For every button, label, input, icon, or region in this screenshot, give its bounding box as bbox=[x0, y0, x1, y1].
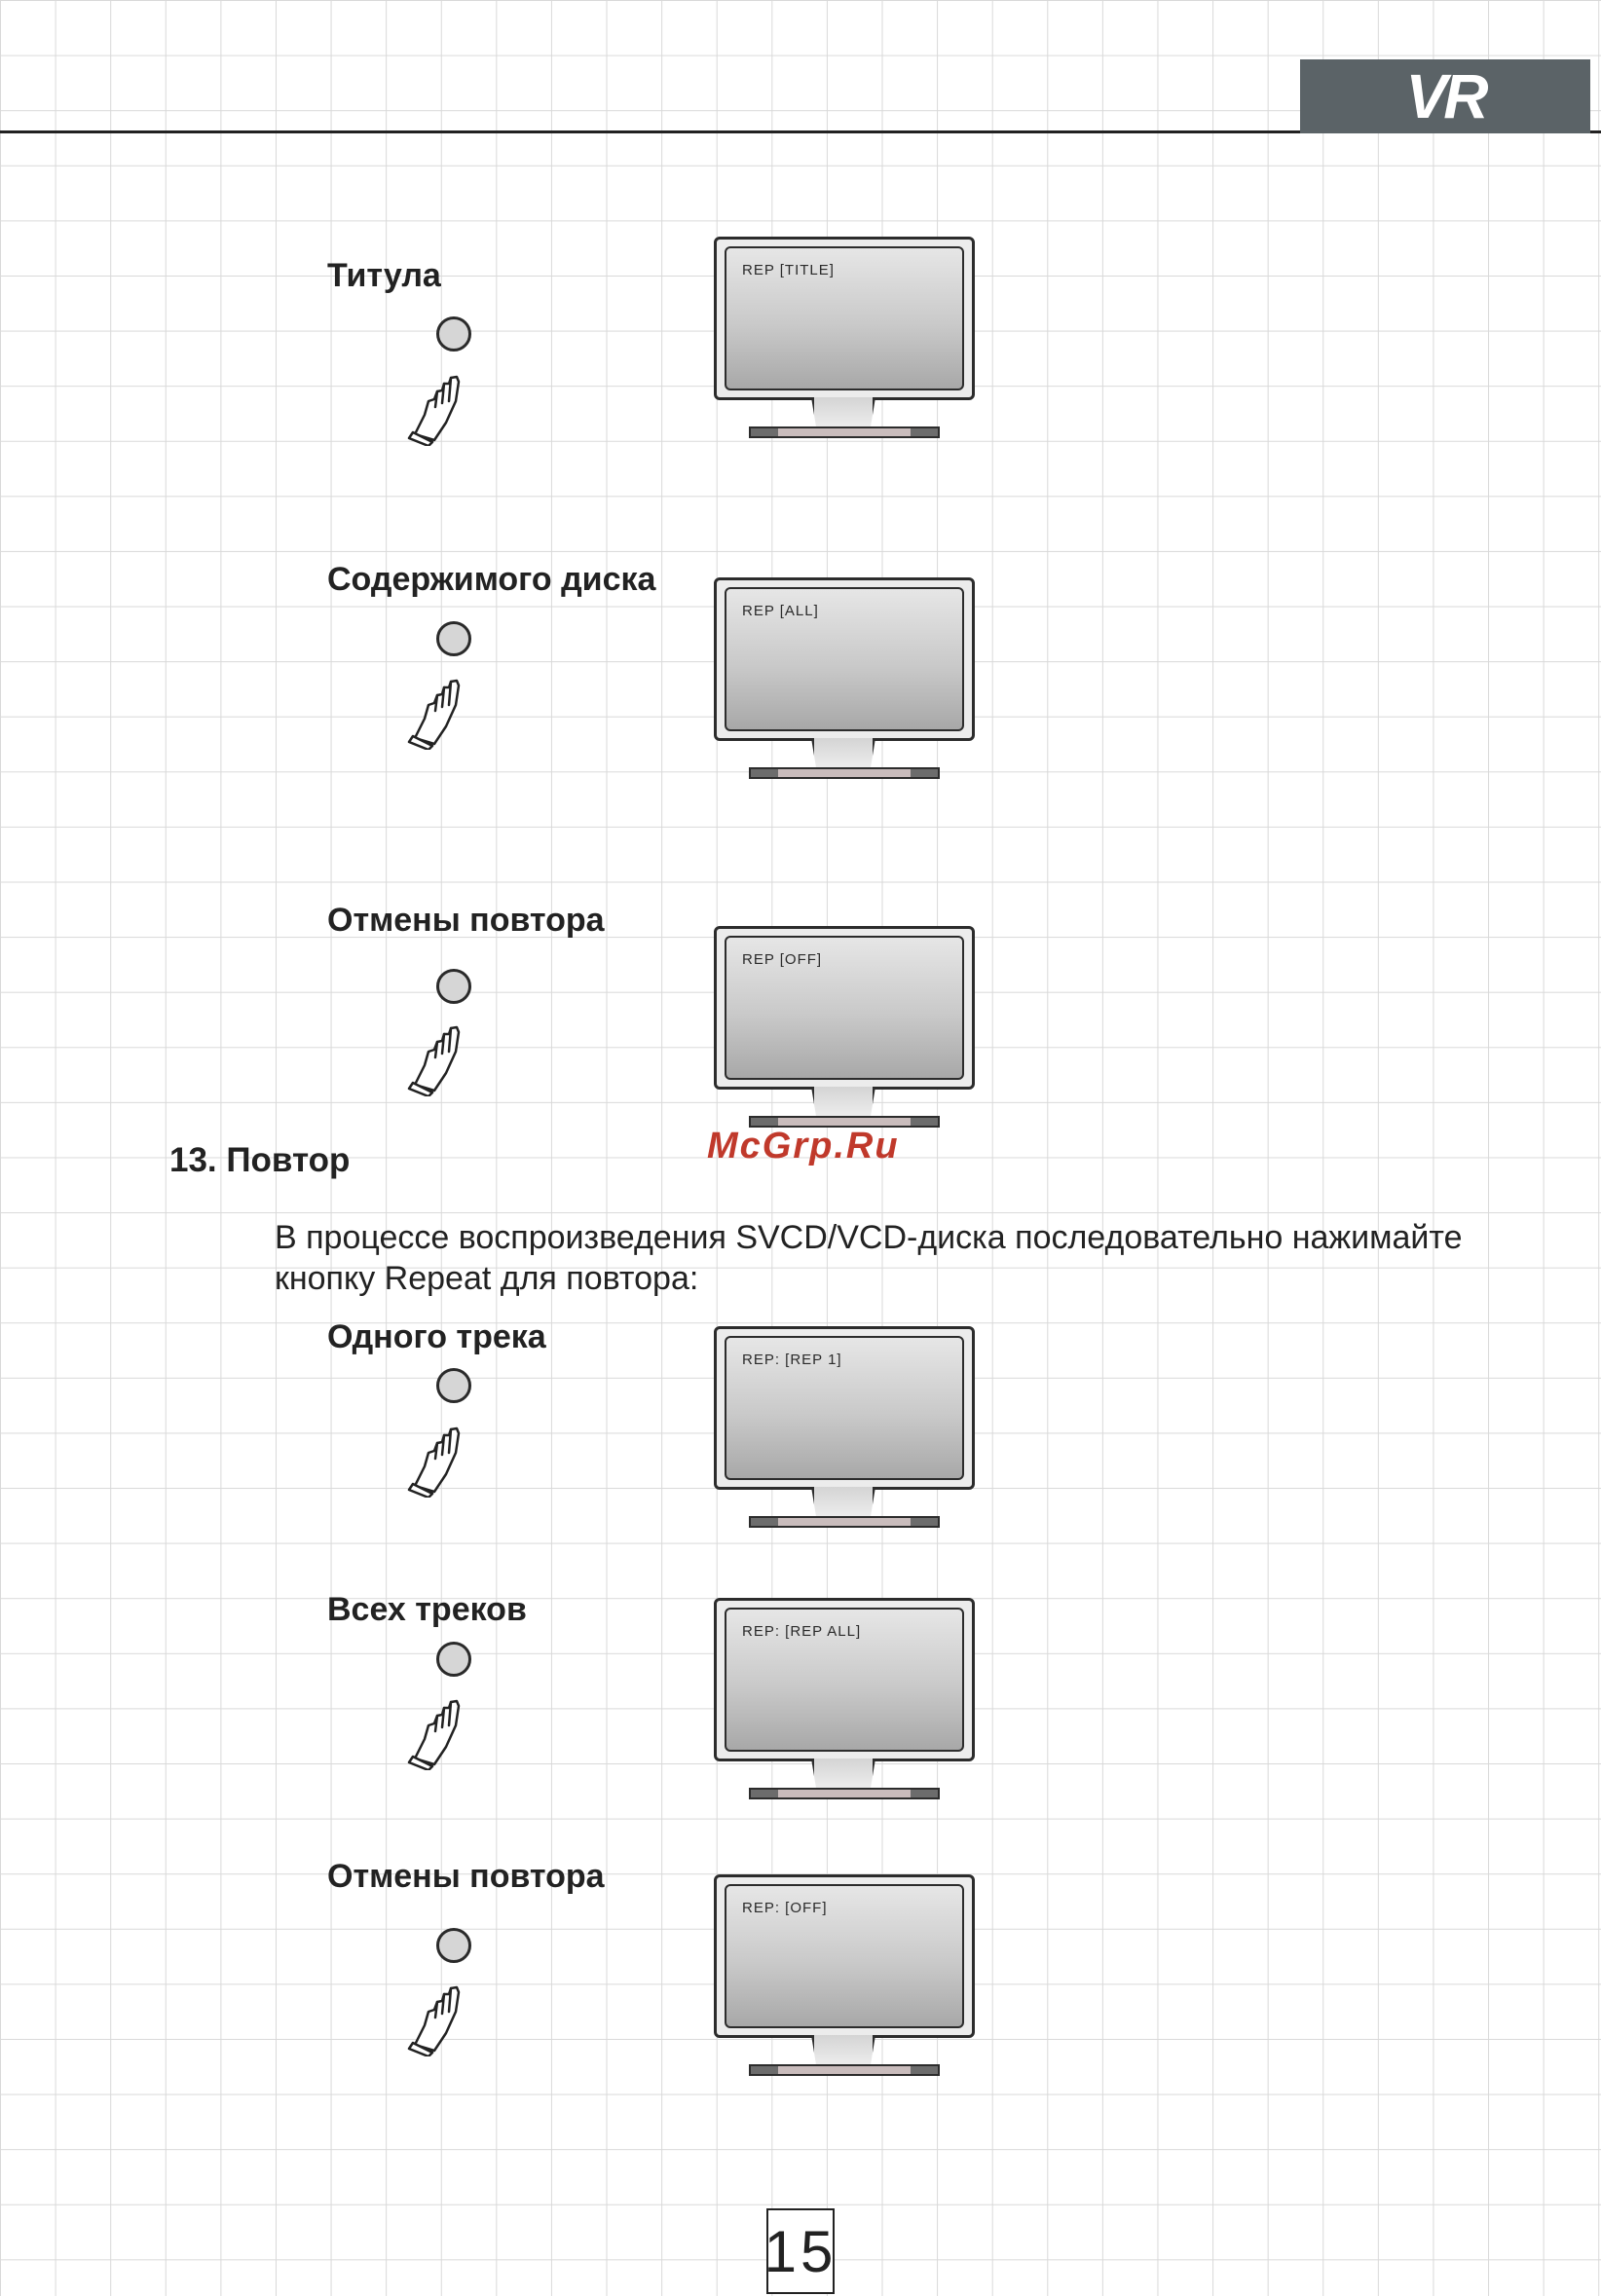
brand-logo bbox=[1300, 59, 1590, 133]
osd-text: REP: [REP 1] bbox=[742, 1352, 842, 1368]
osd-text: REP: [OFF] bbox=[742, 1900, 828, 1916]
pointing-hand-icon bbox=[405, 1696, 469, 1770]
pointing-hand-icon bbox=[405, 372, 469, 446]
pointing-hand-icon bbox=[405, 1982, 469, 2056]
remote-button-icon bbox=[436, 1928, 471, 1963]
brand-logo-text: VR bbox=[1405, 61, 1485, 131]
pointing-hand-icon bbox=[405, 1022, 469, 1096]
osd-text: REP: [REP ALL] bbox=[742, 1623, 862, 1640]
section-paragraph: В процессе воспроизведения SVCD/VCD-диска последовательно нажимайте кнопку Repeat для повтора: bbox=[275, 1219, 1463, 1297]
page-number: 15 bbox=[766, 2208, 835, 2294]
tv-monitor bbox=[714, 237, 977, 443]
osd-text: REP [ALL] bbox=[742, 603, 819, 619]
tv-monitor bbox=[714, 577, 977, 784]
repeat-option-label: Отмены повтора bbox=[327, 902, 605, 939]
pointing-hand-icon bbox=[405, 676, 469, 750]
remote-button-icon bbox=[436, 621, 471, 656]
tv-monitor bbox=[714, 1598, 977, 1804]
remote-button-icon bbox=[436, 969, 471, 1004]
repeat-option-label: Титула bbox=[327, 257, 441, 294]
repeat-option-label: Одного трека bbox=[327, 1318, 546, 1355]
remote-button-icon bbox=[436, 316, 471, 352]
osd-text: REP [TITLE] bbox=[742, 262, 835, 278]
remote-button-icon bbox=[436, 1642, 471, 1677]
pointing-hand-icon bbox=[405, 1424, 469, 1498]
osd-text: REP [OFF] bbox=[742, 951, 823, 968]
tv-monitor bbox=[714, 926, 977, 1132]
remote-button-icon bbox=[436, 1368, 471, 1403]
repeat-option-label: Содержимого диска bbox=[327, 561, 656, 598]
tv-monitor bbox=[714, 1874, 977, 2081]
repeat-option-label: Всех треков bbox=[327, 1591, 527, 1628]
watermark: McGrp.Ru bbox=[707, 1126, 900, 1167]
tv-monitor bbox=[714, 1326, 977, 1533]
repeat-option-label: Отмены повтора bbox=[327, 1858, 605, 1895]
section-title: 13. Повтор bbox=[169, 1141, 351, 1179]
